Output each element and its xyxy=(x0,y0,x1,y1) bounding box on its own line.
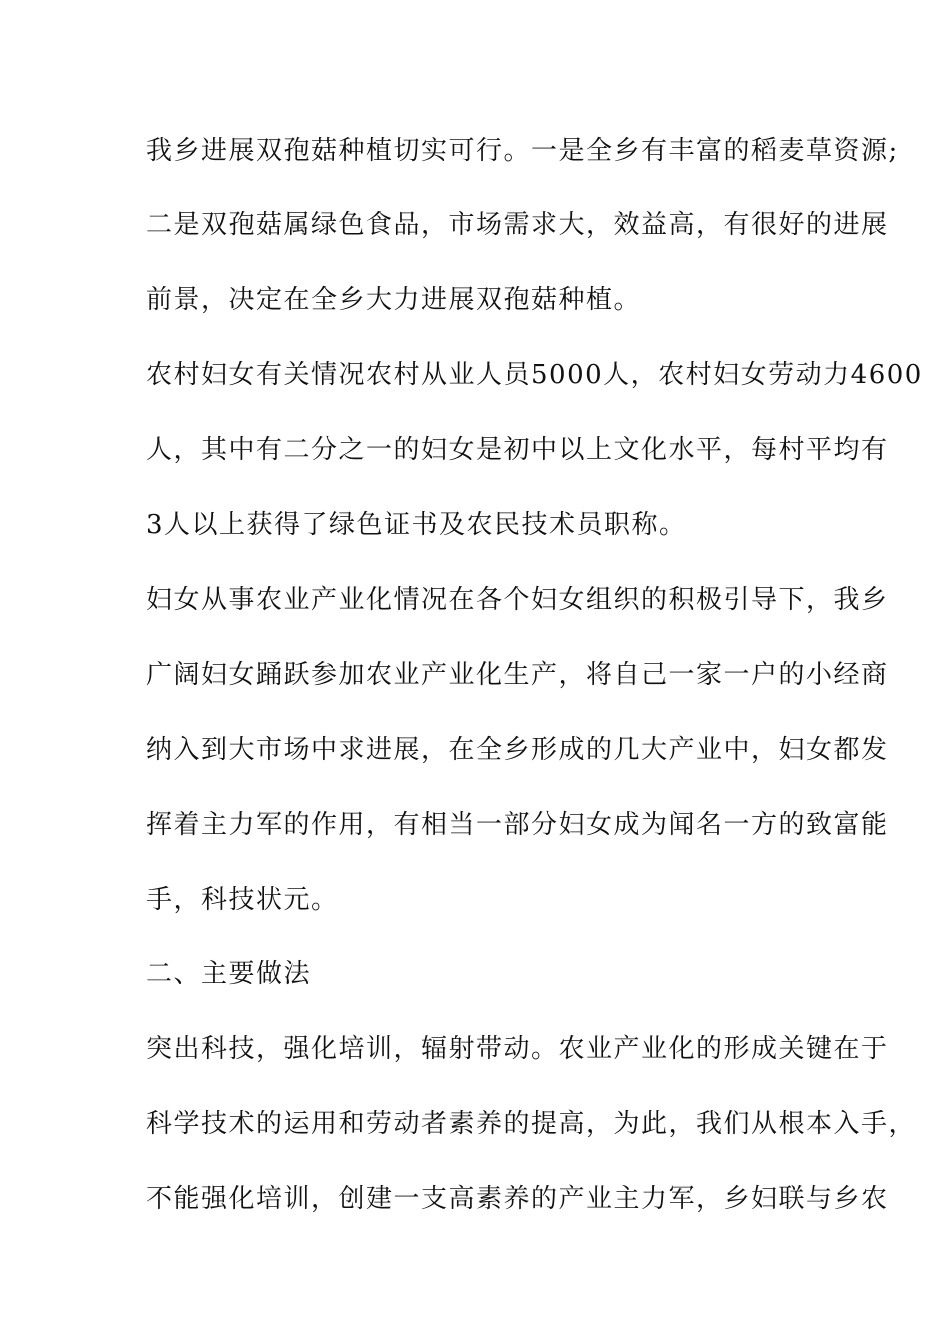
paragraph-line: 手，科技状元。 xyxy=(146,885,339,915)
paragraph-line: 广阔妇女踊跃参加农业产业化生产，将自己一家一户的小经商 xyxy=(146,660,889,690)
paragraph-line: 农村妇女有关情况农村从业人员5000人，农村妇女劳动力4600 xyxy=(146,360,923,390)
paragraph-line: 前景，决定在全乡大力进展双孢菇种植。 xyxy=(146,285,642,315)
paragraph-line: 我乡进展双孢菇种植切实可行。一是全乡有丰富的稻麦草资源; xyxy=(146,136,899,166)
paragraph-line: 3人以上获得了绿色证书及农民技术员职称。 xyxy=(146,510,687,540)
paragraph-line: 人，其中有二分之一的妇女是初中以上文化水平，每村平均有 xyxy=(146,435,889,465)
paragraph-line: 科学技术的运用和劳动者素养的提高，为此，我们从根本入手， xyxy=(146,1109,917,1139)
paragraph-line: 二是双孢菇属绿色食品，市场需求大，效益高，有很好的进展 xyxy=(146,210,889,240)
paragraph-line: 突出科技，强化培训，辐射带动。农业产业化的形成关键在于 xyxy=(146,1034,889,1064)
section-heading: 二、主要做法 xyxy=(146,959,312,989)
paragraph-line: 妇女从事农业产业化情况在各个妇女组织的积极引导下，我乡 xyxy=(146,585,889,615)
paragraph-line: 纳入到大市场中求进展，在全乡形成的几大产业中，妇女都发 xyxy=(146,735,889,765)
paragraph-line: 不能强化培训，创建一支高素养的产业主力军，乡妇联与乡农 xyxy=(146,1184,889,1214)
paragraph-line: 挥着主力军的作用，有相当一部分妇女成为闻名一方的致富能 xyxy=(146,810,889,840)
